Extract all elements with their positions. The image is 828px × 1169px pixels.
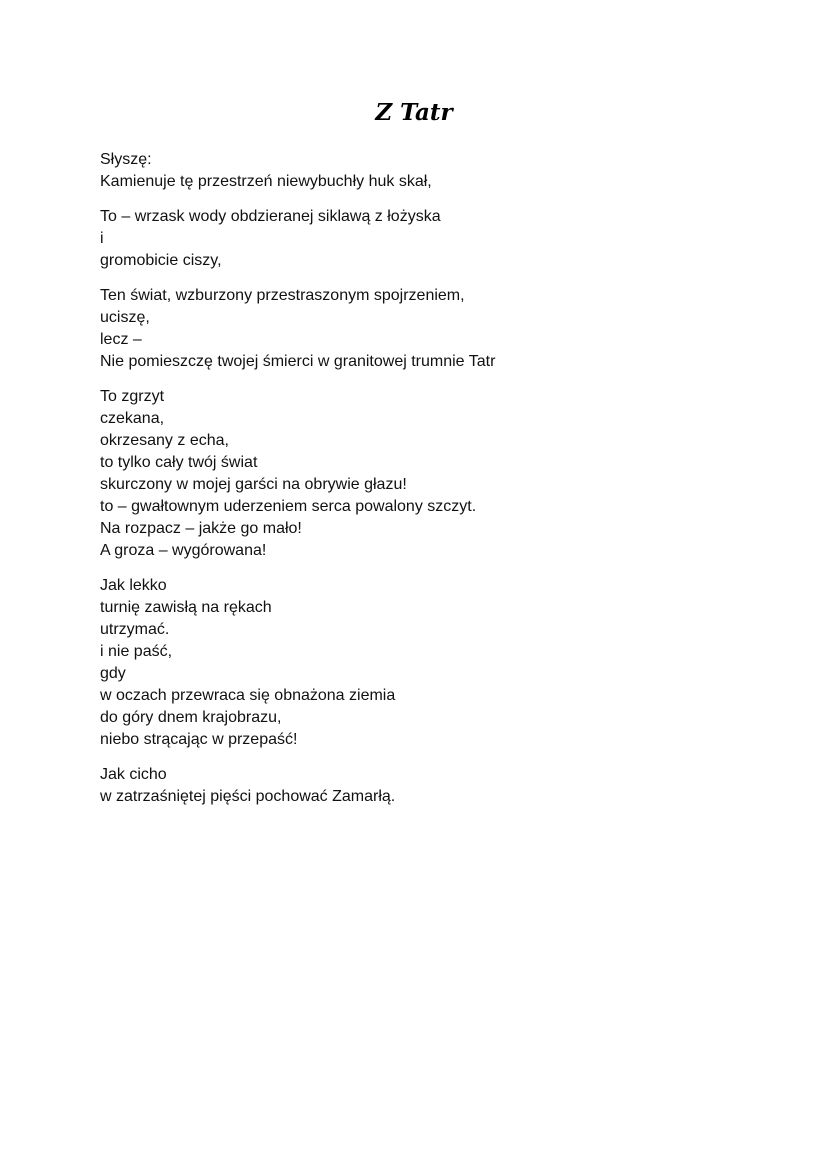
poem-line: A groza – wygórowana! (100, 542, 267, 559)
stanza (100, 206, 780, 272)
poem-line: uciszę, (100, 309, 150, 326)
poem-line: w zatrzaśniętej pięści pochować Zamarłą. (100, 788, 396, 805)
stanza (100, 149, 780, 193)
poem-line: Jak lekko (100, 577, 167, 594)
poem-line: okrzesany z echa, (100, 432, 229, 449)
poem-line: To zgrzyt (100, 388, 165, 405)
poem-line: turnię zawisłą na rękach (100, 599, 272, 616)
poem-line: Ten świat, wzburzony przestraszonym spojrzeniem, (100, 287, 465, 304)
poem-line: Nie pomieszczę twojej śmierci w granitowej trumnie Tatr (100, 353, 496, 370)
poem-line: Na rozpacz – jakże go mało! (100, 520, 302, 537)
poem-line: gdy (100, 665, 126, 682)
poem-title: Z Tatr (375, 99, 453, 126)
poem-line: niebo strącając w przepaść! (100, 731, 298, 748)
poem-line: do góry dnem krajobrazu, (100, 709, 282, 726)
poem-line: utrzymać. (100, 621, 170, 638)
poem-line: to – gwałtownym uderzeniem serca powalony szczyt. (100, 498, 477, 515)
poem-line: i (100, 230, 104, 247)
poem-line: czekana, (100, 410, 165, 427)
poem-body (100, 149, 780, 821)
poem-line: lecz – (100, 331, 142, 348)
poem-line: Jak cicho (100, 766, 167, 783)
poem-line: w oczach przewraca się obnażona ziemia (100, 687, 396, 704)
poem-line: i nie paść, (100, 643, 173, 660)
poem-line: To – wrzask wody obdzieranej siklawą z łożyska (100, 208, 441, 225)
stanza (100, 285, 780, 373)
stanza (100, 386, 780, 562)
poem-line: Słyszę: (100, 151, 152, 168)
poem-line: gromobicie ciszy, (100, 252, 222, 269)
poem-line: to tylko cały twój świat (100, 454, 258, 471)
poem-line: Kamienuje tę przestrzeń niewybuchły huk skał, (100, 173, 432, 190)
stanza (100, 575, 780, 751)
poem-line: skurczony w mojej garści na obrywie głazu! (100, 476, 407, 493)
stanza (100, 764, 780, 808)
